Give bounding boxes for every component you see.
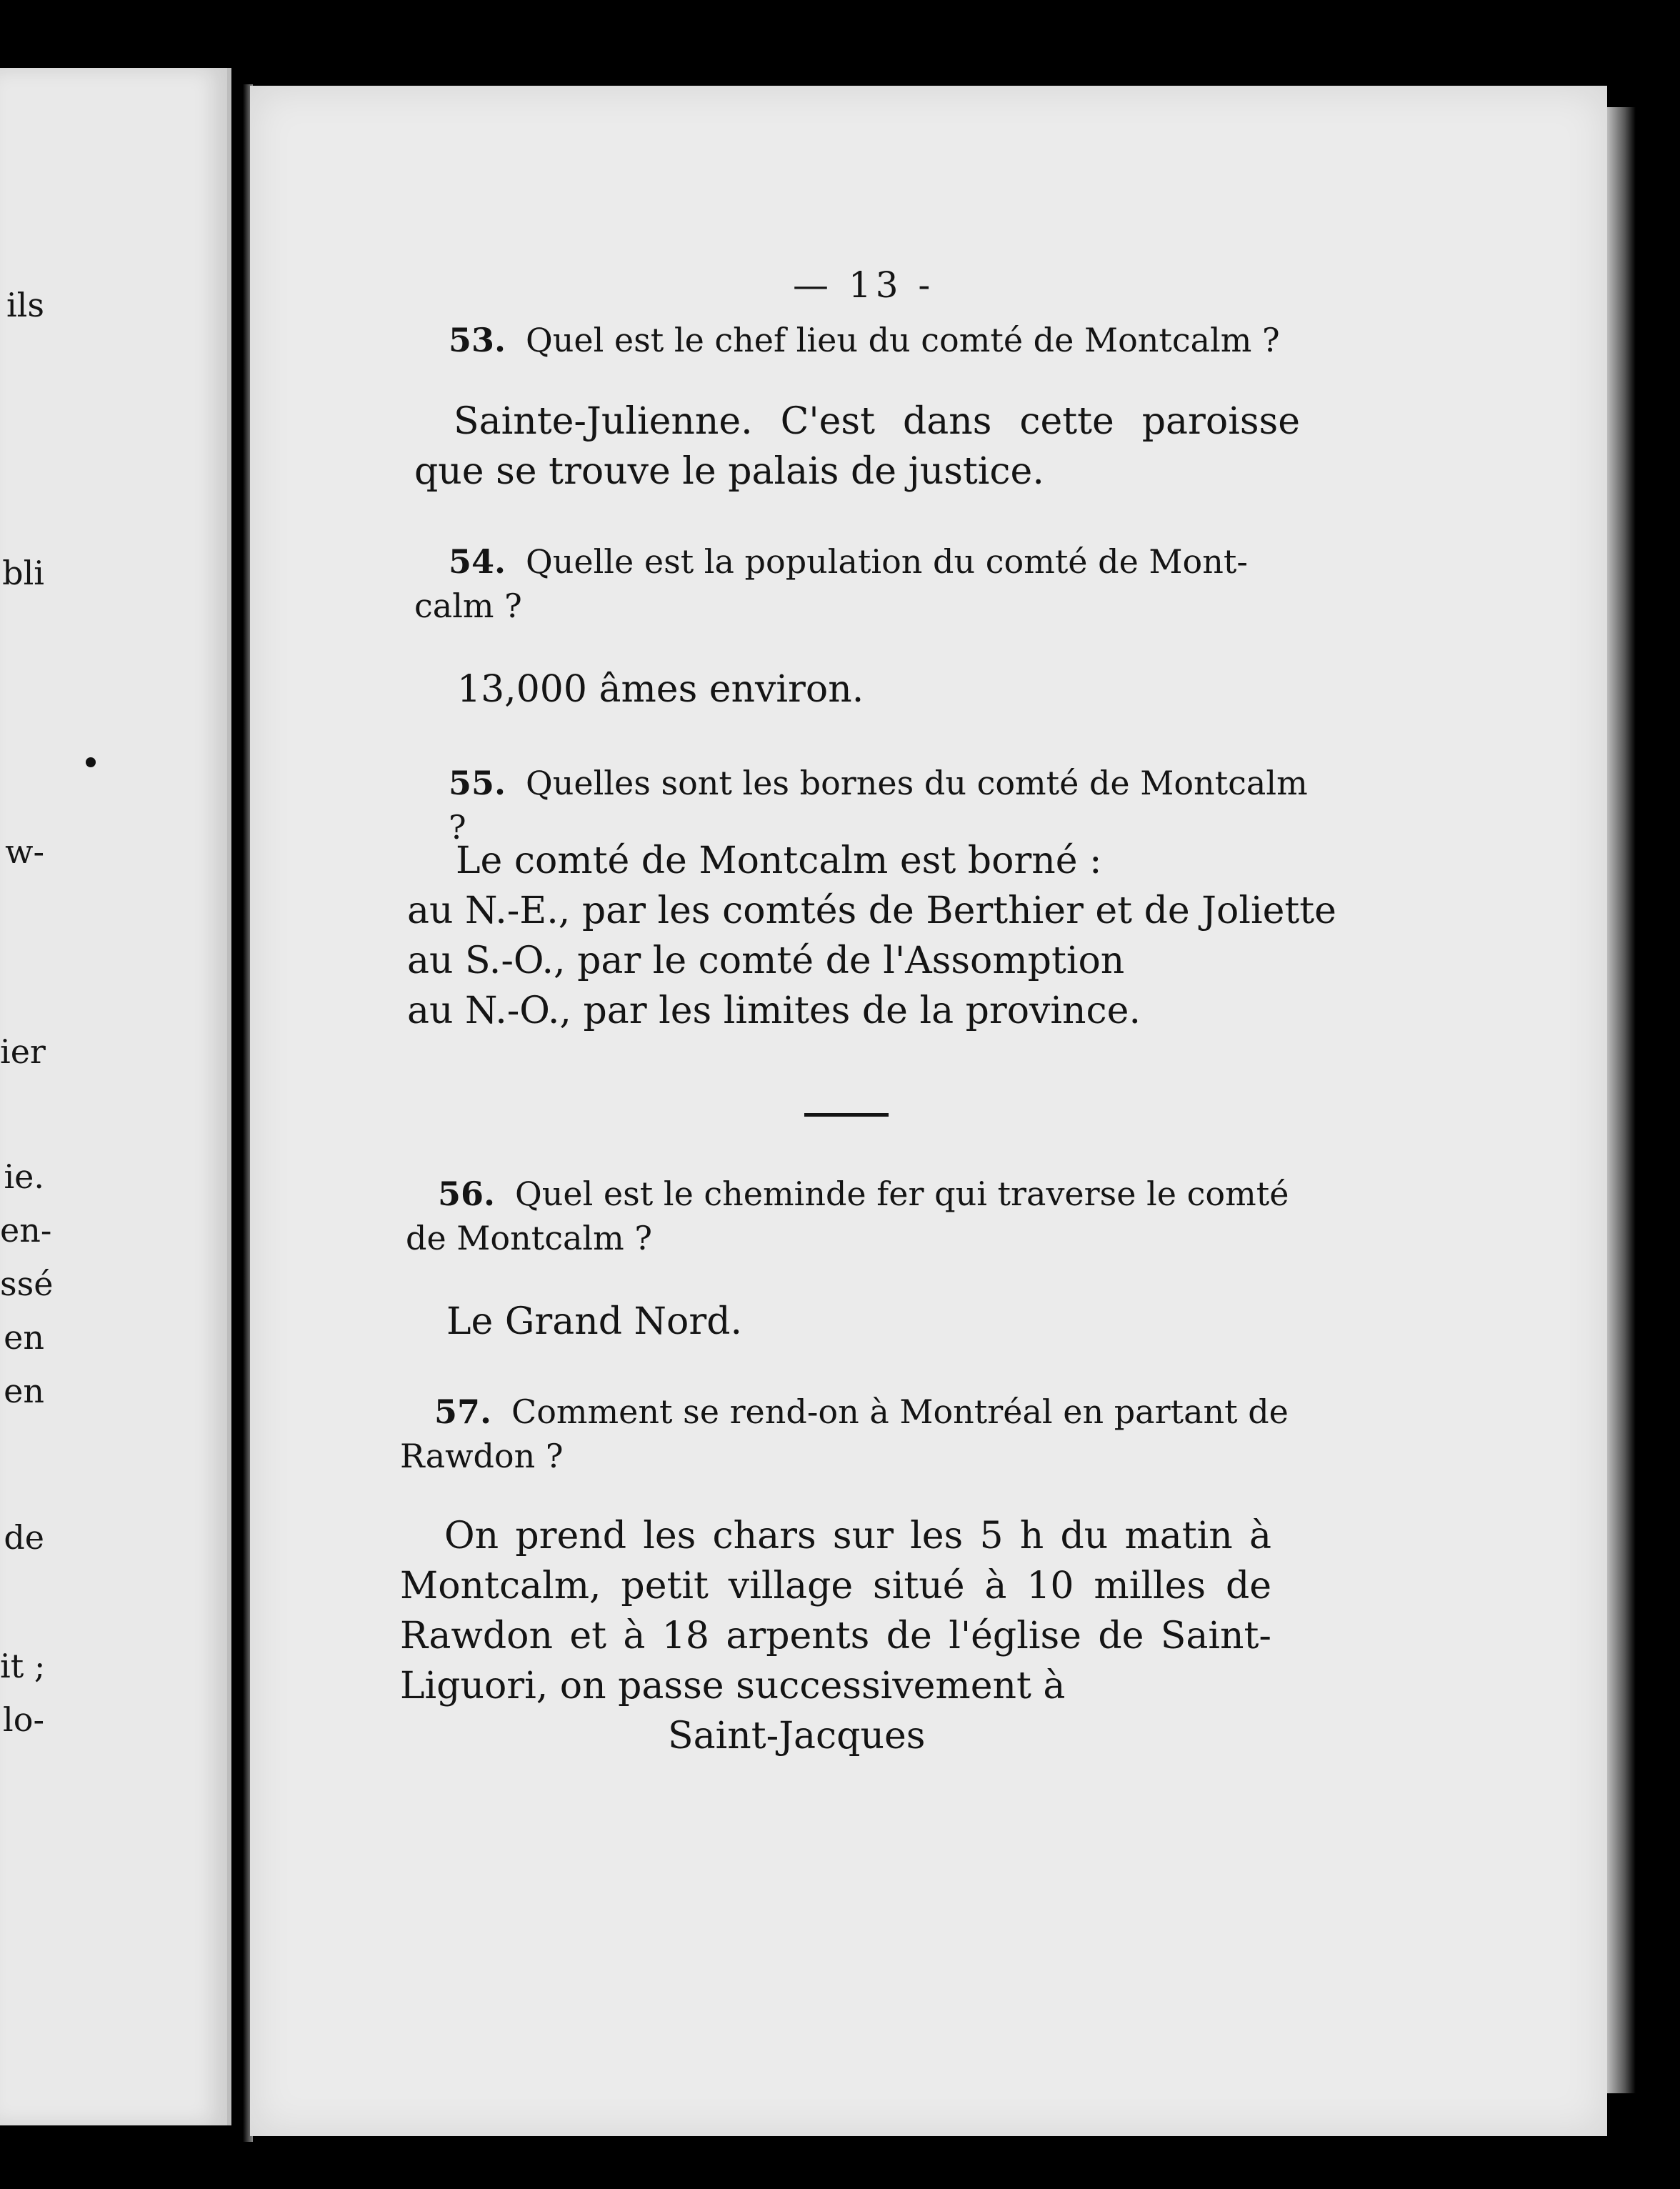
answer-54 [457, 664, 1343, 714]
question-text: Quelles sont les bornes du comté de Montcalm ? [449, 764, 1308, 847]
answer-line: que se trouve le palais de justice. [414, 450, 1044, 493]
question-number: 57. [434, 1392, 492, 1431]
question-number: 54. [449, 542, 506, 581]
question-line: de Montcalm ? [406, 1219, 652, 1257]
question-text: Quel est le cheminde fer qui traverse le comté [515, 1175, 1289, 1213]
question-56 [406, 1172, 1291, 1260]
question-line: calm ? [414, 587, 522, 625]
question-number: 56. [438, 1175, 496, 1213]
left-fragment: en [4, 1318, 44, 1357]
question-text: Comment se rend-on à Montréal en partant de [511, 1392, 1289, 1431]
answer-line: Montcalm, petit village situé à 10 milles de [400, 1565, 1271, 1607]
question-text: Quel est le chef lieu du comté de Montcalm ? [526, 321, 1280, 359]
page-edge [1607, 107, 1636, 2093]
question-53 [449, 318, 1334, 362]
left-fragment: de [4, 1518, 44, 1557]
left-fragment: bli [2, 554, 44, 592]
left-fragment: en- [0, 1211, 52, 1250]
left-fragment: it ; [0, 1647, 46, 1685]
question-line [406, 1172, 1291, 1216]
answer-line: Le Grand Nord. [446, 1300, 743, 1343]
left-fragment: ssé [0, 1265, 54, 1303]
answer-line: On prend les chars sur les 5 h du matin à [444, 1515, 1271, 1557]
section-divider [804, 1113, 889, 1117]
question-54 [414, 539, 1300, 628]
left-fragment: lo- [3, 1700, 44, 1739]
question-57 [400, 1390, 1289, 1478]
left-fragment: en [4, 1372, 44, 1410]
question-line [400, 1390, 1289, 1434]
left-fragment: ils [6, 286, 44, 324]
answer-line: au S.-O., par le comté de l'Assomption [407, 939, 1125, 982]
book-page [250, 86, 1607, 2136]
question-number: 55. [449, 764, 506, 802]
question-line [414, 539, 1300, 584]
answer-line: Rawdon et à 18 arpents de l'église de Saint- [400, 1615, 1271, 1657]
answer-56 [446, 1297, 1332, 1347]
left-page [0, 68, 231, 2125]
left-fragment: w- [5, 832, 44, 871]
left-fragment: ie. [4, 1157, 44, 1196]
question-number: 53. [449, 321, 506, 359]
answer-55 [407, 836, 1336, 1036]
ink-dot [86, 757, 96, 767]
left-fragment: ier [0, 1032, 46, 1071]
answer-line: Liguori, on passe successivement à [400, 1665, 1066, 1707]
question-line: Rawdon ? [400, 1437, 564, 1475]
answer-line: au N.-E., par les comtés de Berthier et de Joliette [407, 889, 1336, 932]
answer-57 [400, 1511, 1271, 1761]
answer-line: Saint-Jacques [668, 1715, 926, 1757]
answer-line: 13,000 âmes environ. [457, 668, 864, 711]
page-number: — 13 - [793, 264, 935, 306]
answer-line: Sainte-Julienne. C'est dans cette paroisse [454, 400, 1300, 443]
answer-line: Le comté de Montcalm est borné : [456, 839, 1102, 882]
answer-line: au N.-O., par les limites de la province. [407, 989, 1141, 1032]
question-text: Quelle est la population du comté de Mont- [526, 542, 1248, 581]
answer-53 [414, 397, 1300, 497]
